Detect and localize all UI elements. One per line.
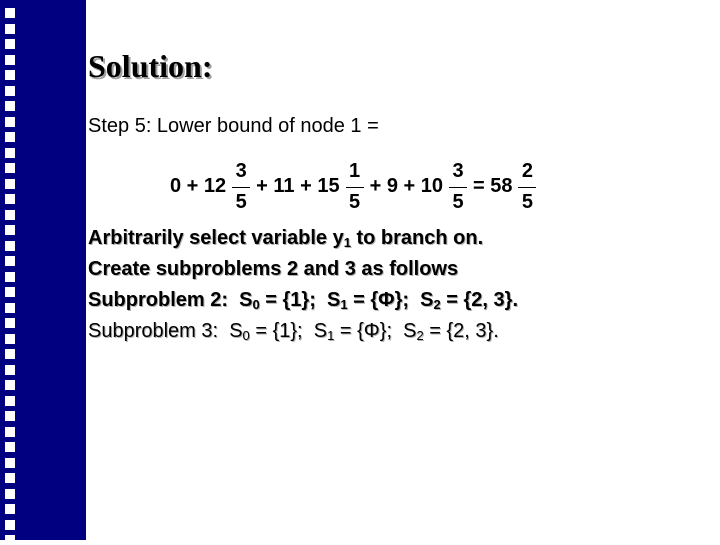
slide-sidebar bbox=[0, 0, 86, 540]
lower-bound-equation bbox=[170, 153, 542, 219]
line-text: Arbitrarily select variable y bbox=[88, 227, 344, 249]
create-subproblems-line: Create subproblems 2 and 3 as follows bbox=[88, 258, 459, 280]
equation-term: + 9 + 10 bbox=[369, 174, 443, 197]
subscript: 2 bbox=[416, 328, 424, 343]
fraction-denominator: 5 bbox=[349, 190, 361, 213]
equation-term: = 58 bbox=[473, 174, 513, 197]
fraction bbox=[449, 159, 467, 214]
subscript: 1 bbox=[327, 328, 335, 343]
set-name: S bbox=[229, 320, 243, 342]
fraction bbox=[346, 159, 364, 214]
set-name: S bbox=[397, 320, 417, 342]
fraction bbox=[232, 159, 250, 214]
step-text: Step 5: Lower bound of node 1 = bbox=[88, 115, 379, 137]
set-name: S bbox=[239, 289, 253, 311]
set-value: = {1}; bbox=[259, 289, 316, 311]
fraction-denominator: 5 bbox=[452, 190, 464, 213]
fraction-bar bbox=[449, 187, 467, 188]
fraction-denominator: 5 bbox=[235, 190, 247, 213]
set-value: = {Φ}; bbox=[334, 320, 392, 342]
equation-term: + 11 + 15 bbox=[256, 174, 340, 197]
subscript: 2 bbox=[433, 297, 441, 312]
fraction-bar bbox=[346, 187, 364, 188]
fraction-bar bbox=[518, 187, 536, 188]
set-name: S bbox=[321, 289, 341, 311]
set-value: = {1}; bbox=[249, 320, 303, 342]
subscript: 1 bbox=[343, 235, 351, 250]
set-value: = {2, 3}. bbox=[423, 320, 499, 342]
subscript: 0 bbox=[252, 297, 260, 312]
line-text: to branch on. bbox=[350, 227, 484, 249]
fraction bbox=[518, 159, 536, 214]
set-value: = {2, 3}. bbox=[440, 289, 518, 311]
fraction-bar bbox=[232, 187, 250, 188]
equation-term: 0 + 12 bbox=[170, 174, 227, 197]
subscript: 0 bbox=[242, 328, 250, 343]
subscript: 1 bbox=[340, 297, 348, 312]
sidebar-squares bbox=[5, 8, 15, 545]
set-name: S bbox=[414, 289, 434, 311]
slide-title: Solution: bbox=[88, 48, 213, 84]
fraction-denominator: 5 bbox=[521, 190, 534, 213]
subproblem-label: Subproblem 3: bbox=[88, 320, 219, 342]
subproblem-3-line bbox=[88, 316, 518, 347]
fraction-numerator: 1 bbox=[349, 159, 361, 182]
fraction-numerator: 3 bbox=[452, 159, 464, 182]
set-name: S bbox=[308, 320, 328, 342]
fraction-numerator: 3 bbox=[235, 159, 247, 182]
subproblem-label: Subproblem 2: bbox=[88, 289, 229, 311]
branch-variable-line bbox=[88, 223, 518, 254]
set-value: = {Φ}; bbox=[347, 289, 410, 311]
fraction-numerator: 2 bbox=[521, 159, 534, 182]
subproblem-2-line bbox=[88, 285, 518, 316]
body-text bbox=[88, 223, 518, 347]
